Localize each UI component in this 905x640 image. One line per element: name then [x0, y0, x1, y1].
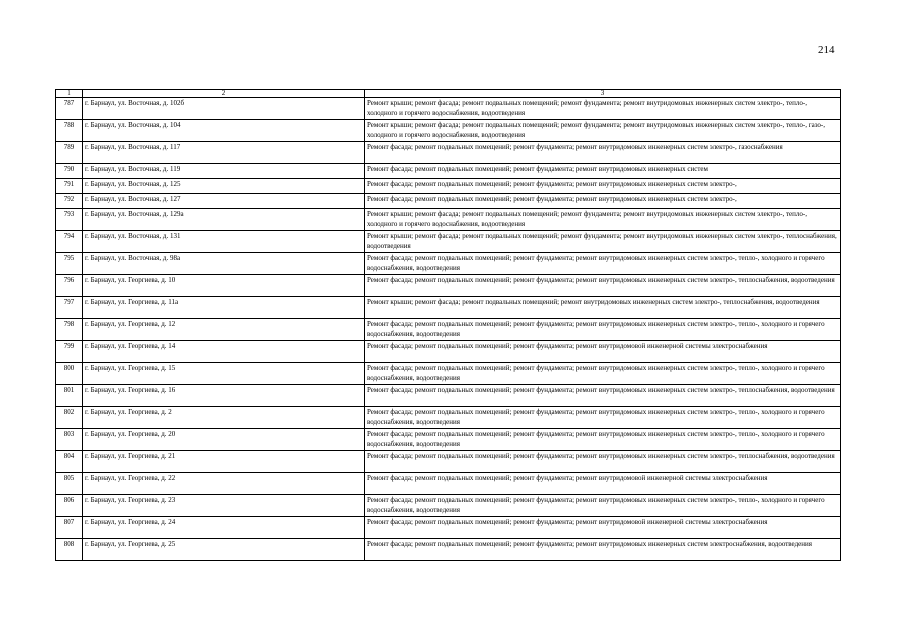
row-address: г. Барнаул, ул. Георгиева, д. 16 — [83, 385, 365, 407]
row-number: 799 — [56, 341, 83, 363]
row-works: Ремонт крыши; ремонт фасада; ремонт подвальных помещений; ремонт фундамента; ремонт внутридомовых инженерных систем электро-, тепло-, холодного и горячего водоснабжения, водоотведения — [365, 98, 841, 120]
row-works: Ремонт фасада; ремонт подвальных помещений; ремонт фундамента; ремонт внутридомовых инженерных систем электро-, тепло-, холодного и горячего водоснабжения, водоотведения — [365, 253, 841, 275]
row-works: Ремонт фасада; ремонт подвальных помещений; ремонт фундамента; ремонт внутридомовых инженерных систем электро-, — [365, 194, 841, 209]
row-address: г. Барнаул, ул. Георгиева, д. 20 — [83, 429, 365, 451]
row-works: Ремонт фасада; ремонт подвальных помещений; ремонт фундамента; ремонт внутридомовых инженерных систем — [365, 164, 841, 179]
row-works: Ремонт фасада; ремонт подвальных помещений; ремонт фундамента; ремонт внутридомовых инженерных систем электроснабжения, водоотведения — [365, 539, 841, 561]
table-row — [56, 120, 841, 142]
row-number: 790 — [56, 164, 83, 179]
table-row — [56, 297, 841, 319]
row-number: 802 — [56, 407, 83, 429]
page-number: 214 — [818, 44, 835, 56]
table-row — [56, 451, 841, 473]
row-address: г. Барнаул, ул. Георгиева, д. 11а — [83, 297, 365, 319]
row-works: Ремонт фасада; ремонт подвальных помещений; ремонт фундамента; ремонт внутридомовой инженерной системы электроснабжения — [365, 473, 841, 495]
header-col-1: 1 — [56, 90, 83, 98]
table-row — [56, 407, 841, 429]
header-col-3: 3 — [365, 90, 841, 98]
row-address: г. Барнаул, ул. Восточная, д. 119 — [83, 164, 365, 179]
table-row — [56, 495, 841, 517]
row-address: г. Барнаул, ул. Георгиева, д. 2 — [83, 407, 365, 429]
table-row — [56, 275, 841, 297]
row-number: 806 — [56, 495, 83, 517]
row-address: г. Барнаул, ул. Георгиева, д. 25 — [83, 539, 365, 561]
row-address: г. Барнаул, ул. Георгиева, д. 21 — [83, 451, 365, 473]
row-number: 808 — [56, 539, 83, 561]
row-address: г. Барнаул, ул. Восточная, д. 129а — [83, 209, 365, 231]
table-row — [56, 164, 841, 179]
row-address: г. Барнаул, ул. Восточная, д. 125 — [83, 179, 365, 194]
table-row — [56, 231, 841, 253]
row-works: Ремонт крыши; ремонт фасада; ремонт подвальных помещений; ремонт фундамента; ремонт внутридомовых инженерных систем электро-, теплоснабжения, водоотведения — [365, 231, 841, 253]
row-address: г. Барнаул, ул. Георгиева, д. 10 — [83, 275, 365, 297]
row-works: Ремонт фасада; ремонт подвальных помещений; ремонт фундамента; ремонт внутридомовой инженерной системы электроснабжения — [365, 517, 841, 539]
row-number: 788 — [56, 120, 83, 142]
table-row — [56, 98, 841, 120]
table-row — [56, 179, 841, 194]
table-row — [56, 385, 841, 407]
row-number: 797 — [56, 297, 83, 319]
row-address: г. Барнаул, ул. Георгиева, д. 15 — [83, 363, 365, 385]
row-address: г. Барнаул, ул. Георгиева, д. 22 — [83, 473, 365, 495]
row-works: Ремонт фасада; ремонт подвальных помещений; ремонт фундамента; ремонт внутридомовых инженерных систем электро-, газоснабжения — [365, 142, 841, 164]
row-works: Ремонт фасада; ремонт подвальных помещений; ремонт фундамента; ремонт внутридомовых инженерных систем электро-, тепло-, холодного и горячего водоснабжения, водоотведения — [365, 319, 841, 341]
row-works: Ремонт фасада; ремонт подвальных помещений; ремонт фундамента; ремонт внутридомовых инженерных систем электро-, теплоснабжения, водоотведения — [365, 275, 841, 297]
table-row — [56, 473, 841, 495]
row-number: 800 — [56, 363, 83, 385]
row-address: г. Барнаул, ул. Георгиева, д. 23 — [83, 495, 365, 517]
row-address: г. Барнаул, ул. Георгиева, д. 14 — [83, 341, 365, 363]
row-number: 792 — [56, 194, 83, 209]
row-works: Ремонт фасада; ремонт подвальных помещений; ремонт фундамента; ремонт внутридомовых инженерных систем электро-, тепло-, холодного и горячего водоснабжения, водоотведения — [365, 407, 841, 429]
table-row — [56, 517, 841, 539]
row-works: Ремонт крыши; ремонт фасада; ремонт подвальных помещений; ремонт фундамента; ремонт внутридомовых инженерных систем электро-, тепло-, газо-, холодного и горячего водоснабжения, водоотведения — [365, 120, 841, 142]
row-address: г. Барнаул, ул. Восточная, д. 98а — [83, 253, 365, 275]
row-address: г. Барнаул, ул. Восточная, д. 102б — [83, 98, 365, 120]
header-col-2: 2 — [83, 90, 365, 98]
row-number: 803 — [56, 429, 83, 451]
registry-table — [55, 89, 841, 561]
row-number: 794 — [56, 231, 83, 253]
row-works: Ремонт фасада; ремонт подвальных помещений; ремонт фундамента; ремонт внутридомовых инженерных систем электро-, теплоснабжения, водоотведения — [365, 451, 841, 473]
table-row — [56, 341, 841, 363]
row-number: 795 — [56, 253, 83, 275]
row-number: 807 — [56, 517, 83, 539]
row-address: г. Барнаул, ул. Восточная, д. 104 — [83, 120, 365, 142]
row-number: 804 — [56, 451, 83, 473]
row-number: 793 — [56, 209, 83, 231]
row-works: Ремонт фасада; ремонт подвальных помещений; ремонт фундамента; ремонт внутридомовых инженерных систем электро-, тепло-, холодного и горячего водоснабжения, водоотведения — [365, 429, 841, 451]
row-number: 791 — [56, 179, 83, 194]
row-works: Ремонт фасада; ремонт подвальных помещений; ремонт фундамента; ремонт внутридомовой инженерной системы электроснабжения — [365, 341, 841, 363]
row-works: Ремонт крыши; ремонт фасада; ремонт подвальных помещений; ремонт внутридомовых инженерных систем электро-, теплоснабжения, водоотведения — [365, 297, 841, 319]
row-works: Ремонт фасада; ремонт подвальных помещений; ремонт фундамента; ремонт внутридомовых инженерных систем электро-, тепло-, холодного и горячего водоснабжения, водоотведения — [365, 363, 841, 385]
row-address: г. Барнаул, ул. Георгиева, д. 24 — [83, 517, 365, 539]
table-row — [56, 142, 841, 164]
table-row — [56, 319, 841, 341]
table-row — [56, 194, 841, 209]
table-row — [56, 209, 841, 231]
row-works: Ремонт фасада; ремонт подвальных помещений; ремонт фундамента; ремонт внутридомовых инженерных систем электро-, теплоснабжения, водоотведения — [365, 385, 841, 407]
row-number: 801 — [56, 385, 83, 407]
row-address: г. Барнаул, ул. Восточная, д. 117 — [83, 142, 365, 164]
table-row — [56, 539, 841, 561]
row-number: 805 — [56, 473, 83, 495]
header-row — [56, 90, 841, 98]
row-works: Ремонт фасада; ремонт подвальных помещений; ремонт фундамента; ремонт внутридомовых инженерных систем электро-, тепло-, холодного и горячего водоснабжения, водоотведения — [365, 495, 841, 517]
table-row — [56, 363, 841, 385]
row-number: 787 — [56, 98, 83, 120]
row-address: г. Барнаул, ул. Георгиева, д. 12 — [83, 319, 365, 341]
row-address: г. Барнаул, ул. Восточная, д. 127 — [83, 194, 365, 209]
row-address: г. Барнаул, ул. Восточная, д. 131 — [83, 231, 365, 253]
row-number: 796 — [56, 275, 83, 297]
row-works: Ремонт фасада; ремонт подвальных помещений; ремонт фундамента; ремонт внутридомовых инженерных систем электро-, — [365, 179, 841, 194]
table-row — [56, 429, 841, 451]
table-row — [56, 253, 841, 275]
row-number: 789 — [56, 142, 83, 164]
row-number: 798 — [56, 319, 83, 341]
row-works: Ремонт крыши; ремонт фасада; ремонт подвальных помещений; ремонт фундамента; ремонт внутридомовых инженерных систем электро-, тепло-, холодного и горячего водоснабжения, водоотведения — [365, 209, 841, 231]
